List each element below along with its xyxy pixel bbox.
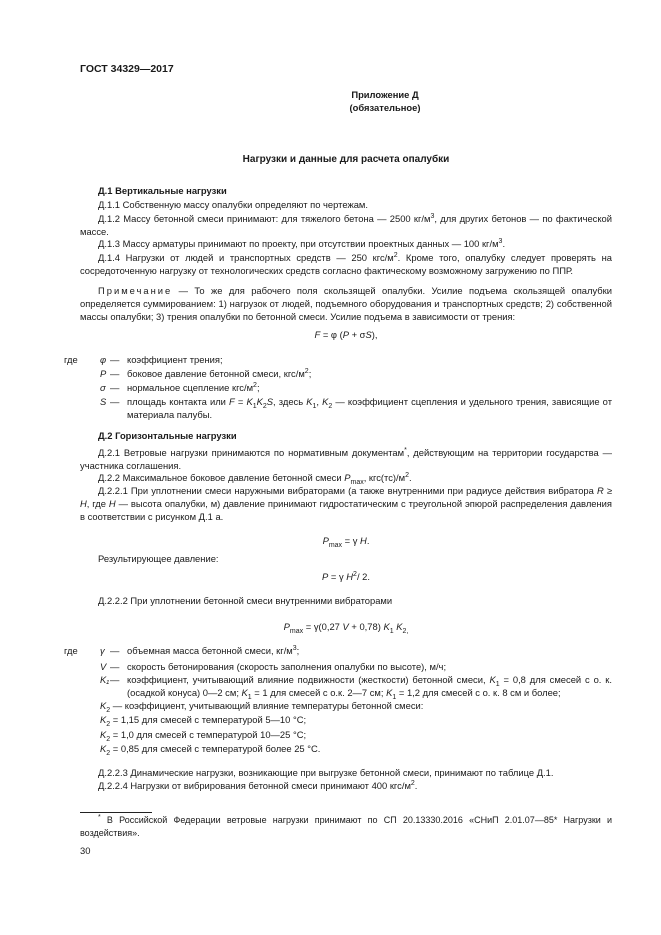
appendix-status: (обязательное) xyxy=(349,102,421,113)
symbol: K₁ xyxy=(100,674,110,685)
text-segment: нормальное сцепление кгс/м xyxy=(127,382,254,393)
text-segment: 2 xyxy=(353,570,357,578)
text-segment: F xyxy=(229,396,235,407)
text-segment: Примечание xyxy=(98,285,173,296)
text-segment: max xyxy=(328,541,343,549)
definition-text xyxy=(127,367,612,380)
text-segment: ; xyxy=(308,368,312,379)
text-segment: 3 xyxy=(498,237,503,245)
footnote-separator xyxy=(80,812,152,813)
definition-text xyxy=(127,381,612,394)
text-segment: Д.1.2 Массу бетонной смеси принимают: для тяжелого бетона — 2500 кг/м xyxy=(98,213,431,224)
formula-lift-force xyxy=(80,328,612,341)
formula-pmax-internal xyxy=(80,620,612,633)
text-segment: = xyxy=(234,396,247,407)
text-segment: 2 xyxy=(106,720,111,728)
text-segment: — коэффициент, учитывающий влияние температуры бетонной смеси: xyxy=(110,700,424,711)
definition xyxy=(64,381,612,394)
text-segment: H xyxy=(360,535,367,546)
text-segment: max xyxy=(289,627,304,635)
text-segment: площадь контакта или xyxy=(127,396,230,407)
formula-pmax-hydrostatic xyxy=(80,534,612,547)
text-segment: . xyxy=(414,780,418,791)
dash: — xyxy=(110,674,120,685)
text-segment: 1 xyxy=(392,693,397,701)
dash: — xyxy=(110,661,120,672)
text-segment: H xyxy=(108,498,116,509)
k2-value xyxy=(100,742,612,755)
text-segment: боковое давление бетонной смеси, кгс/м xyxy=(127,368,305,379)
text-segment: Результирующее давление: xyxy=(98,553,219,564)
dash: — xyxy=(110,382,120,393)
definition-text xyxy=(127,395,612,421)
text-segment: K xyxy=(100,729,107,740)
text-segment: ≥ xyxy=(603,485,612,496)
dash: — xyxy=(110,645,120,656)
dash: — xyxy=(110,396,120,407)
text-segment: . xyxy=(502,238,506,249)
text-segment: объемная масса бетонной смеси, кг/м xyxy=(127,645,293,656)
formula-resultant-pressure xyxy=(80,570,612,583)
text-segment: В Российской Федерации ветровые нагрузки принимают по СП 20.13330.2016 «СНиП 2.01.07—85* Нагрузки и воздействия». xyxy=(80,815,612,838)
text-segment: , для других бетонов — по фактической массе. xyxy=(80,213,613,237)
text-segment: K xyxy=(256,396,263,407)
text-segment: ), xyxy=(371,329,378,340)
text-segment: F xyxy=(314,329,321,340)
page-title: Нагрузки и данные для расчета опалубки xyxy=(242,154,450,165)
text-segment: 2 xyxy=(106,735,111,743)
definition xyxy=(64,660,612,673)
text-segment: P xyxy=(342,329,349,340)
definition xyxy=(64,673,612,699)
text-segment: ; xyxy=(296,645,300,656)
definition xyxy=(64,353,612,366)
text-segment: , здесь xyxy=(273,396,307,407)
paragraph xyxy=(80,484,612,523)
text-segment: Д.2.1 Ветровые нагрузки принимаются по нормативным документам xyxy=(98,447,405,458)
text-segment: Д.1.1 Собственную массу опалубки определяют по чертежам. xyxy=(98,199,368,210)
text-segment: = 1,15 для смесей с температурой 5—10 °С; xyxy=(110,714,307,725)
text-segment: — То же для рабочего поля скользящей опалубки. Усилие подъема скользящей опалубки определяется суммированием: 1) нагрузок от людей, подъемного оборудования и транспортных средств; 2) собственной массы опалубки; 3) трения опалубки по бетонной смеси. Усилие подъема в зависимости от трения: xyxy=(80,285,612,322)
text-segment: , xyxy=(316,396,323,407)
paragraph xyxy=(80,198,612,211)
text-segment: Д.2.2.3 Динамические нагрузки, возникающие при выгрузке бетонной смеси, принимают по таблице Д.1. xyxy=(98,767,554,778)
text-segment: P xyxy=(344,472,351,483)
text-segment: H xyxy=(80,498,87,509)
where-label: где xyxy=(64,645,78,656)
paragraph xyxy=(80,471,612,484)
text-segment: S xyxy=(365,329,372,340)
text-segment: / 2. xyxy=(356,571,370,582)
definition xyxy=(64,395,612,421)
symbol: V xyxy=(100,661,107,672)
text-segment: 2 xyxy=(405,471,410,479)
text-segment: 1 xyxy=(312,402,317,410)
text-segment: 2 xyxy=(410,779,415,787)
symbol: S xyxy=(100,396,107,407)
paragraph xyxy=(80,779,612,792)
definition xyxy=(64,367,612,380)
symbol: σ xyxy=(100,382,106,393)
paragraph xyxy=(80,212,612,238)
standard-number: ГОСТ 34329—2017 xyxy=(80,63,174,75)
text-segment: K xyxy=(100,714,107,725)
k2-value xyxy=(100,728,612,741)
text-segment: Д.2.2 Максимальное боковое давление бетонной смеси xyxy=(98,472,345,483)
text-segment: H xyxy=(346,571,354,582)
section-heading-d1: Д.1 Вертикальные нагрузки xyxy=(98,185,227,196)
k2-definition xyxy=(100,699,612,712)
text-segment: = 1,2 для смесей с о. к. 8 см и более; xyxy=(396,687,561,698)
text-segment: 2, xyxy=(402,627,409,635)
paragraph xyxy=(80,766,612,779)
page-number: 30 xyxy=(80,845,91,856)
definition-text xyxy=(127,644,612,657)
text-segment: — коэффициент сцепления и удельного трения, зависящие от материала палубы. xyxy=(127,396,612,420)
symbol: γ xyxy=(100,645,105,656)
text-segment: K xyxy=(241,687,248,698)
text-segment: = γ(0,27 xyxy=(303,621,343,632)
where-label: где xyxy=(64,354,78,365)
text-segment: , где xyxy=(86,498,109,509)
definition xyxy=(64,644,612,657)
dash: — xyxy=(110,354,120,365)
text-segment: 1 xyxy=(252,402,257,410)
text-segment: Д.1.3 Массу арматуры принимают по проекту, при отсутствии проектных данных — 100 кг/м xyxy=(98,238,499,249)
paragraph xyxy=(80,237,612,250)
definition-text xyxy=(127,353,612,366)
text-segment: 3 xyxy=(430,212,435,220)
text-segment: max xyxy=(350,478,364,486)
text-segment: скорость бетонирования (скорость заполнения опалубки по высоте), м/ч; xyxy=(127,661,447,672)
text-segment: K xyxy=(489,674,496,685)
text-segment: + σ xyxy=(349,329,366,340)
text-segment: R xyxy=(596,485,604,496)
text-segment: Д.2.2.1 При уплотнении смеси наружными вибраторами (а также внутренними при радиусе действия вибратора xyxy=(98,485,597,496)
definition-text xyxy=(127,660,612,673)
text-segment: K xyxy=(396,621,403,632)
text-segment: 2 xyxy=(393,251,398,259)
text-segment: P xyxy=(322,535,329,546)
text-segment: 2 xyxy=(106,749,111,757)
text-segment: Д.2.2.4 Нагрузки от вибрирования бетонной смеси принимают 400 кгс/м xyxy=(98,780,411,791)
text-segment: * xyxy=(404,446,407,454)
text-segment: ; xyxy=(256,382,260,393)
text-segment: K xyxy=(383,621,390,632)
symbol: P xyxy=(100,368,107,379)
text-segment: K xyxy=(322,396,329,407)
text-segment: 1 xyxy=(247,693,252,701)
text-segment: . xyxy=(366,535,370,546)
text-segment: , кгс(тс)/м xyxy=(363,472,406,483)
text-segment: P xyxy=(283,621,290,632)
text-segment: 2 xyxy=(253,381,257,389)
text-segment: K xyxy=(100,700,107,711)
symbol: φ xyxy=(100,354,107,365)
text-segment: + 0,78) xyxy=(348,621,384,632)
paragraph xyxy=(80,446,612,472)
text-segment: = 1,0 для смесей с температурой 10—25 °С; xyxy=(110,729,307,740)
text-segment: K xyxy=(386,687,393,698)
note xyxy=(80,284,612,323)
text-segment: P xyxy=(322,571,329,582)
text-segment: = 1 для смесей с о.к. 2—7 см; xyxy=(251,687,387,698)
text-segment: K xyxy=(306,396,313,407)
appendix-title: Приложение Д xyxy=(351,89,419,100)
text-segment: 2 xyxy=(262,402,267,410)
text-segment: = 0,85 для смесей с температурой более 25 °С. xyxy=(110,743,321,754)
text-segment: . xyxy=(409,472,412,483)
text-segment: V xyxy=(342,621,349,632)
definition-text xyxy=(127,673,612,699)
text-segment: коэффициент, учитывающий влияние подвижности (жесткости) бетонной смеси, xyxy=(127,674,490,685)
paragraph xyxy=(80,552,612,565)
text-segment: = 0,8 для смесей с о. к. (осадкой конуса) 0—2 см; xyxy=(127,674,612,698)
paragraph xyxy=(80,251,612,277)
text-segment: , действующим на территории государства — участника соглашения. xyxy=(80,447,612,471)
text-segment: 1 xyxy=(389,627,394,635)
text-segment: коэффициент трения; xyxy=(127,354,223,365)
section-heading-d2: Д.2 Горизонтальные нагрузки xyxy=(98,430,237,441)
text-segment: 2 xyxy=(106,706,111,714)
text-segment: Д.1.4 Нагрузки от людей и транспортных средств — 250 кгс/м xyxy=(98,252,394,263)
text-segment: 2 xyxy=(304,367,309,375)
paragraph xyxy=(80,594,612,607)
text-segment: Д.2.2.2 При уплотнении бетонной смеси внутренними вибраторами xyxy=(98,595,393,606)
text-segment: = φ ( xyxy=(320,329,343,340)
text-segment: 2 xyxy=(328,402,333,410)
text-segment: = γ xyxy=(328,571,347,582)
text-segment: 1 xyxy=(495,680,500,688)
text-segment: S xyxy=(266,396,274,407)
dash: — xyxy=(110,368,120,379)
text-segment: = γ xyxy=(342,535,361,546)
text-segment: * xyxy=(98,814,101,821)
text-segment: K xyxy=(246,396,253,407)
footnote xyxy=(80,814,612,840)
text-segment: 3 xyxy=(292,644,297,652)
text-segment: — высота опалубки, м) давление принимают гидростатическим с треугольной эпюрой распределения давления в соответствии с рисунком Д.1 а. xyxy=(80,498,612,522)
k2-value xyxy=(100,713,612,726)
text-segment: . Кроме того, опалубку следует проверять на сосредоточенную нагрузку от технологических средств согласно фактическому возможному загружению по ППР. xyxy=(80,252,612,276)
text-segment: K xyxy=(100,743,107,754)
